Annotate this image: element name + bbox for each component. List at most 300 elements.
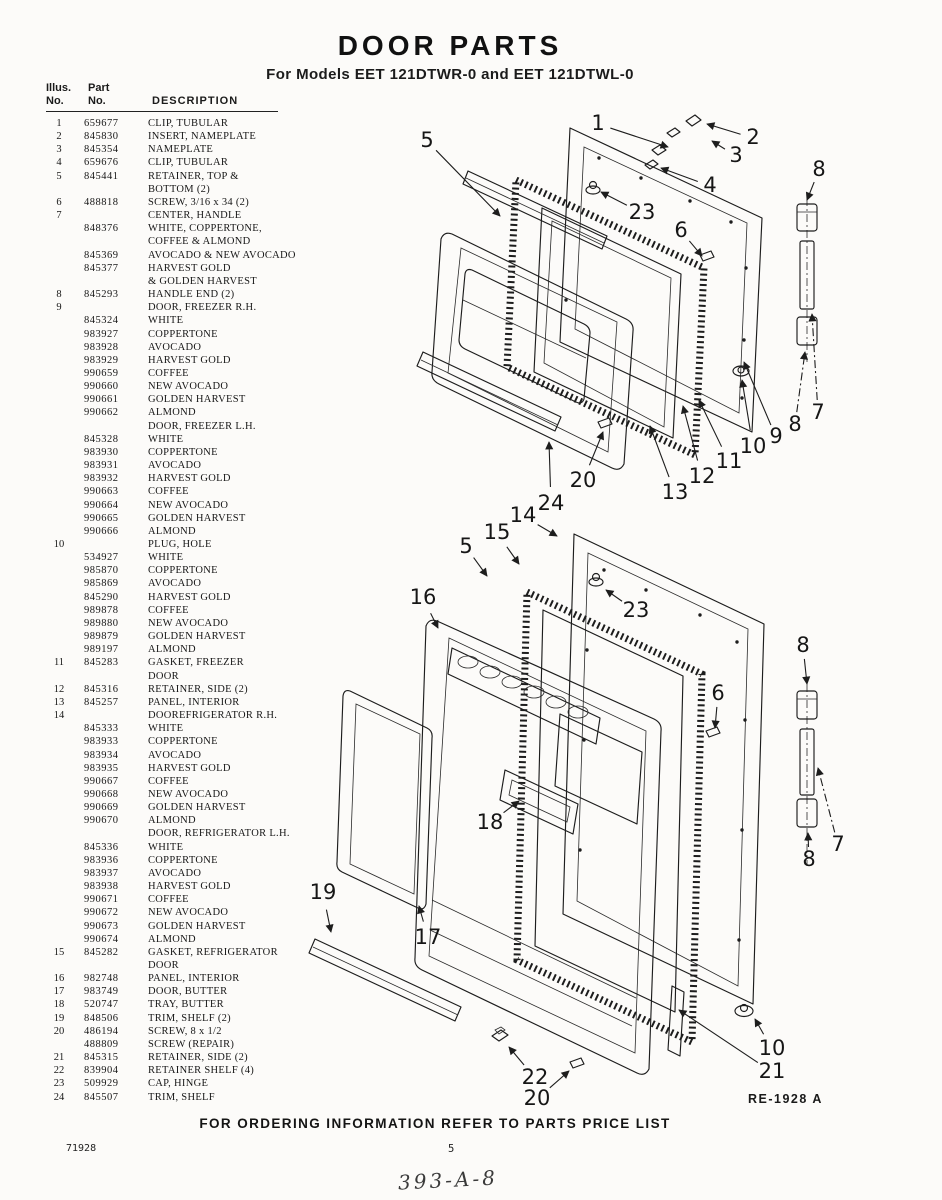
cell-desc: NEW AVOCADO <box>148 788 229 800</box>
table-row <box>46 696 336 709</box>
table-row <box>46 1064 336 1077</box>
table-row <box>46 775 336 788</box>
cell-illus <box>46 867 72 880</box>
cell-illus <box>46 380 72 393</box>
cell-desc: AVOCADO <box>148 341 202 353</box>
cell-part: 845441 <box>84 170 119 182</box>
cell-illus: 9 <box>56 302 62 314</box>
callout-number: 7 <box>811 400 825 424</box>
cell-desc: COFFEE & ALMOND <box>148 236 251 248</box>
table-row <box>46 209 336 222</box>
cell-part: 985870 <box>84 565 119 577</box>
table-header-rule <box>46 111 278 112</box>
callout-leader <box>550 1071 569 1088</box>
cell-illus: 15 <box>53 946 65 958</box>
callout-number: 4 <box>703 173 717 197</box>
table-row <box>46 972 336 985</box>
cell-illus: 23 <box>53 1078 65 1090</box>
cell-illus: 12 <box>53 683 65 695</box>
callout-leader <box>699 400 722 447</box>
callout-number: 7 <box>831 832 845 856</box>
cell-part: 990666 <box>84 525 119 537</box>
table-row <box>46 328 336 341</box>
callout-leader <box>474 558 487 576</box>
cell-part: 845324 <box>84 315 119 327</box>
cell-illus: 3 <box>56 144 62 156</box>
cell-desc: DOOR, FREEZER R.H. <box>148 302 257 314</box>
cell-part: 985869 <box>84 578 119 590</box>
refrigerator-handle-parts <box>797 684 817 866</box>
cell-illus <box>46 880 72 893</box>
cell-desc: GASKET, FREEZER <box>148 657 244 669</box>
cell-illus <box>46 328 72 341</box>
cell-part: 983936 <box>84 854 119 866</box>
callout-leader <box>755 1019 764 1034</box>
cell-illus <box>46 341 72 354</box>
table-row <box>46 314 336 327</box>
cell-desc: HARVEST GOLD <box>148 591 231 603</box>
cell-part <box>84 670 140 683</box>
shelf-retainer-22 <box>492 1027 508 1041</box>
cell-desc: CLIP, TUBULAR <box>148 118 229 129</box>
callout-number: 14 <box>509 503 537 527</box>
cell-desc: COPPERTONE <box>148 446 218 458</box>
cell-desc: NEW AVOCADO <box>148 907 229 919</box>
table-header-line1 <box>46 82 336 95</box>
cell-part: 989880 <box>84 617 119 629</box>
hinge-cap-23b <box>589 574 603 587</box>
table-row <box>46 591 336 604</box>
cell-part: 659676 <box>84 157 119 169</box>
cell-illus <box>46 1038 72 1051</box>
cell-desc: SCREW (REPAIR) <box>148 1038 235 1050</box>
table-row <box>46 854 336 867</box>
cell-illus: 8 <box>56 289 62 301</box>
table-row <box>46 656 336 669</box>
cell-part: 983933 <box>84 736 119 748</box>
cell-illus <box>46 762 72 775</box>
cell-desc: GOLDEN HARVEST <box>148 394 246 406</box>
cell-illus <box>46 630 72 643</box>
cell-illus <box>46 433 72 446</box>
cell-illus <box>46 235 72 248</box>
refrigerator-door-assembly <box>309 534 817 1074</box>
table-row <box>46 512 336 525</box>
cell-desc: ALMOND <box>148 815 196 827</box>
cell-part: 983931 <box>84 460 119 472</box>
table-row <box>46 249 336 262</box>
table-row <box>46 446 336 459</box>
cell-illus: 17 <box>53 986 65 998</box>
cell-desc: WHITE <box>148 841 184 853</box>
cell-part <box>84 183 140 196</box>
cell-desc: & GOLDEN HARVEST <box>148 275 257 287</box>
freezer-handle-parts <box>797 198 817 362</box>
cell-desc: GASKET, REFRIGERATOR <box>148 946 278 958</box>
callout-number: 6 <box>711 681 725 705</box>
table-row <box>46 196 336 209</box>
callout-number: 5 <box>459 534 473 558</box>
cell-illus <box>46 591 72 604</box>
cell-illus <box>46 670 72 683</box>
hinge-cap-23 <box>586 182 600 195</box>
cell-illus <box>46 801 72 814</box>
table-row <box>46 906 336 919</box>
table-row <box>46 341 336 354</box>
table-row <box>46 406 336 419</box>
table-row <box>46 604 336 617</box>
cell-desc: GOLDEN HARVEST <box>148 631 246 643</box>
cell-illus <box>46 788 72 801</box>
cell-part: 989879 <box>84 631 119 643</box>
cell-part: 983938 <box>84 881 119 893</box>
cell-desc: CLIP, TUBULAR <box>148 157 229 169</box>
table-row <box>46 722 336 735</box>
cell-desc: RETAINER, SIDE (2) <box>148 683 248 695</box>
cell-desc: COFFEE <box>148 604 189 616</box>
callout-leader <box>808 833 809 847</box>
col-no2-label: No. <box>88 95 106 107</box>
table-row <box>46 301 336 314</box>
cell-illus <box>46 814 72 827</box>
cell-desc: CAP, HINGE <box>148 1078 209 1090</box>
cell-part: 839904 <box>84 1065 119 1077</box>
cell-illus: 22 <box>53 1065 65 1077</box>
cell-part: 845377 <box>84 262 119 274</box>
table-row <box>46 499 336 512</box>
cell-illus <box>46 893 72 906</box>
cell-illus: 7 <box>56 210 62 222</box>
cell-desc: GOLDEN HARVEST <box>148 802 246 814</box>
cell-desc: ALMOND <box>148 525 196 537</box>
cell-desc: WHITE, COPPERTONE, <box>148 223 262 235</box>
parts-table <box>46 82 336 1104</box>
cell-desc: TRIM, SHELF <box>148 1091 215 1103</box>
cell-illus: 24 <box>53 1091 65 1103</box>
cell-illus <box>46 920 72 933</box>
callout-number: 15 <box>483 520 511 544</box>
cell-desc: HARVEST GOLD <box>148 354 231 366</box>
cell-desc: TRAY, BUTTER <box>148 999 224 1011</box>
cell-desc: GOLDEN HARVEST <box>148 512 246 524</box>
cell-part: 990673 <box>84 920 119 932</box>
table-row <box>46 393 336 406</box>
callout-leader <box>601 192 627 205</box>
cell-illus <box>46 933 72 946</box>
cell-part: 848506 <box>84 1012 119 1024</box>
cell-part: 845290 <box>84 591 119 603</box>
cell-illus: 6 <box>56 196 62 208</box>
table-row <box>46 262 336 275</box>
cell-part: 845336 <box>84 841 119 853</box>
cell-desc: HARVEST GOLD <box>148 262 231 274</box>
callout-leader <box>689 241 702 256</box>
callout-number: 16 <box>409 585 437 609</box>
cell-illus <box>46 367 72 380</box>
cell-illus <box>46 393 72 406</box>
cell-desc: SCREW, 3/16 x 34 (2) <box>148 196 249 208</box>
cell-illus <box>46 525 72 538</box>
cell-part: 989197 <box>84 644 119 656</box>
cell-desc: AVOCADO & NEW AVOCADO <box>148 249 296 261</box>
table-row <box>46 288 336 301</box>
callout-leader <box>650 426 669 477</box>
cell-part: 845333 <box>84 723 119 735</box>
cell-illus <box>46 314 72 327</box>
cell-part: 845316 <box>84 683 119 695</box>
cell-part: 990668 <box>84 788 119 800</box>
page-title: DOOR PARTS <box>337 30 563 61</box>
cell-illus: 20 <box>53 1025 65 1037</box>
cell-illus <box>46 643 72 656</box>
callout-leader <box>679 1010 758 1063</box>
callout-leader <box>742 380 750 430</box>
cell-illus <box>46 222 72 235</box>
callout-leader <box>538 525 557 536</box>
cell-illus: 19 <box>53 1012 65 1024</box>
callout-leader <box>610 128 668 147</box>
cell-desc: RETAINER SHELF (4) <box>148 1065 255 1077</box>
table-row <box>46 222 336 235</box>
callout-number: 10 <box>739 434 767 458</box>
cell-illus: 10 <box>53 539 65 550</box>
cell-desc: ALMOND <box>148 933 196 945</box>
callout-leader <box>712 141 725 149</box>
cell-illus <box>46 446 72 459</box>
cell-desc: DOOR, FREEZER L.H. <box>148 420 256 432</box>
callout-number: 9 <box>769 424 783 448</box>
cell-part: 845283 <box>84 657 119 669</box>
col-description-label: DESCRIPTION <box>152 95 239 107</box>
cell-desc: BOTTOM (2) <box>148 183 211 195</box>
callout-number: 11 <box>715 449 743 473</box>
callout-leader <box>507 547 519 564</box>
cell-part: 488818 <box>84 196 119 208</box>
table-row <box>46 156 336 169</box>
table-row <box>46 998 336 1011</box>
cell-desc: COFFEE <box>148 367 189 379</box>
cell-desc: WHITE <box>148 433 184 445</box>
refrigerator-gasket <box>517 592 702 1042</box>
cell-part: 990661 <box>84 394 119 406</box>
table-row <box>46 485 336 498</box>
cell-desc: DOOR <box>148 670 179 682</box>
cell-part: 486194 <box>84 1025 119 1037</box>
callout-number: 8 <box>802 847 816 871</box>
cell-desc: HARVEST GOLD <box>148 762 231 774</box>
cell-desc: NEW AVOCADO <box>148 381 229 393</box>
table-row <box>46 933 336 946</box>
cell-illus <box>46 735 72 748</box>
cell-desc: PANEL, INTERIOR <box>148 973 240 985</box>
table-row <box>46 235 336 248</box>
cell-illus <box>46 262 72 275</box>
cell-part: 845257 <box>84 696 119 708</box>
col-illus-label: Illus. <box>46 82 72 94</box>
cell-part: 989878 <box>84 604 119 616</box>
cell-part: 509929 <box>84 1078 119 1090</box>
plug-10b <box>735 1005 753 1017</box>
table-row <box>46 880 336 893</box>
callout-number: 13 <box>661 480 689 504</box>
table-header-line2 <box>46 95 336 108</box>
cell-desc: AVOCADO <box>148 460 202 472</box>
cell-illus <box>46 617 72 630</box>
table-row <box>46 525 336 538</box>
table-row <box>46 459 336 472</box>
cell-desc: WHITE <box>148 315 184 327</box>
table-row <box>46 762 336 775</box>
cell-illus <box>46 564 72 577</box>
table-row <box>46 788 336 801</box>
cell-illus <box>46 749 72 762</box>
cell-illus: 11 <box>53 657 65 669</box>
table-row <box>46 735 336 748</box>
cell-illus: 13 <box>53 696 65 708</box>
table-row <box>46 1077 336 1090</box>
callout-number: 1 <box>591 111 605 135</box>
cell-desc: WHITE <box>148 723 184 735</box>
table-row <box>46 814 336 827</box>
cell-illus <box>46 485 72 498</box>
cell-part: 990671 <box>84 894 119 906</box>
table-row <box>46 472 336 485</box>
table-row <box>46 1038 336 1051</box>
cell-illus: 18 <box>53 999 65 1011</box>
callout-number: 12 <box>688 464 716 488</box>
cell-desc: NAMEPLATE <box>148 144 214 156</box>
callout-number: 18 <box>476 810 504 834</box>
cell-desc: GOLDEN HARVEST <box>148 920 246 932</box>
col-no1-label: No. <box>46 95 64 107</box>
cell-part: 845354 <box>84 144 119 156</box>
cell-illus <box>46 249 72 262</box>
table-rows <box>46 117 336 1104</box>
table-row <box>46 630 336 643</box>
cell-desc: COPPERTONE <box>148 736 218 748</box>
callout-number: 10 <box>758 1036 786 1060</box>
cell-part: 990670 <box>84 815 119 827</box>
cell-desc: TRIM, SHELF (2) <box>148 1012 231 1024</box>
table-row <box>46 275 336 288</box>
cell-part <box>84 827 140 840</box>
cell-desc: PLUG, HOLE <box>148 539 212 550</box>
table-row <box>46 538 336 551</box>
cell-desc: DOOR, BUTTER <box>148 986 228 998</box>
cell-part: 990669 <box>84 802 119 814</box>
cell-desc: CENTER, HANDLE <box>148 210 242 222</box>
document-number: 71928 <box>66 1143 97 1154</box>
cell-desc: SCREW, 8 x 1/2 <box>148 1025 222 1037</box>
cell-illus <box>46 275 72 288</box>
cell-desc: WHITE <box>148 552 184 564</box>
cell-illus: 2 <box>56 131 62 143</box>
cell-illus: 1 <box>56 118 62 129</box>
cell-desc: COPPERTONE <box>148 328 218 340</box>
cell-part: 990660 <box>84 381 119 393</box>
table-row <box>46 380 336 393</box>
cell-illus: 21 <box>53 1052 65 1064</box>
callout-leader <box>436 150 500 216</box>
table-row <box>46 551 336 564</box>
cell-part: 983928 <box>84 341 119 353</box>
cell-part: 845830 <box>84 131 119 143</box>
table-row <box>46 920 336 933</box>
cell-desc: AVOCADO <box>148 749 202 761</box>
callout-number: 2 <box>746 125 760 149</box>
table-row <box>46 670 336 683</box>
cell-illus <box>46 406 72 419</box>
cell-illus <box>46 420 72 433</box>
cell-part <box>84 959 140 972</box>
cell-desc: COFFEE <box>148 486 189 498</box>
callout-number: 8 <box>812 157 826 181</box>
table-row <box>46 801 336 814</box>
cell-part <box>84 235 140 248</box>
cell-illus <box>46 472 72 485</box>
callout-number: 24 <box>537 491 565 515</box>
cell-illus <box>46 577 72 590</box>
cell-illus <box>46 906 72 919</box>
table-row <box>46 367 336 380</box>
cell-illus <box>46 775 72 788</box>
callout-leader <box>804 659 807 684</box>
callout-number: 21 <box>758 1059 786 1083</box>
cell-part <box>84 209 140 222</box>
page-number: 5 <box>448 1143 455 1155</box>
table-row <box>46 617 336 630</box>
cell-part: 983929 <box>84 354 119 366</box>
table-row <box>46 959 336 972</box>
callout-number: 6 <box>674 218 688 242</box>
cell-illus: 4 <box>56 157 62 169</box>
header <box>150 30 750 83</box>
cell-part: 983932 <box>84 473 119 485</box>
cell-desc: COFFEE <box>148 775 189 787</box>
callout-number: 8 <box>796 633 810 657</box>
insert-3 <box>667 128 680 137</box>
cell-illus <box>46 854 72 867</box>
clip-1 <box>652 145 666 155</box>
cell-part <box>84 275 140 288</box>
cell-part: 990659 <box>84 367 119 379</box>
table-row <box>46 130 336 143</box>
cell-desc: HARVEST GOLD <box>148 473 231 485</box>
cell-desc: DOOREFRIGERATOR R.H. <box>148 710 278 722</box>
cell-illus <box>46 841 72 854</box>
ordering-note: FOR ORDERING INFORMATION REFER TO PARTS PRICE LIST <box>199 1116 671 1131</box>
cell-desc: NEW AVOCADO <box>148 499 229 511</box>
table-row <box>46 1051 336 1064</box>
cell-part: 990674 <box>84 933 119 945</box>
callout-number: 22 <box>521 1065 549 1089</box>
cell-part <box>84 709 140 722</box>
callout-leader <box>707 124 741 134</box>
callout-leader <box>715 707 717 728</box>
cell-illus <box>46 827 72 840</box>
callout-leader <box>807 182 814 200</box>
cell-part: 845328 <box>84 433 119 445</box>
cell-illus <box>46 499 72 512</box>
cell-part: 990663 <box>84 486 119 498</box>
cell-illus: 16 <box>53 973 65 985</box>
table-row <box>46 985 336 998</box>
table-row <box>46 143 336 156</box>
table-row <box>46 683 336 696</box>
cell-desc: RETAINER, TOP & <box>148 170 239 182</box>
cell-part: 845507 <box>84 1091 119 1103</box>
callout-leader <box>797 352 805 412</box>
